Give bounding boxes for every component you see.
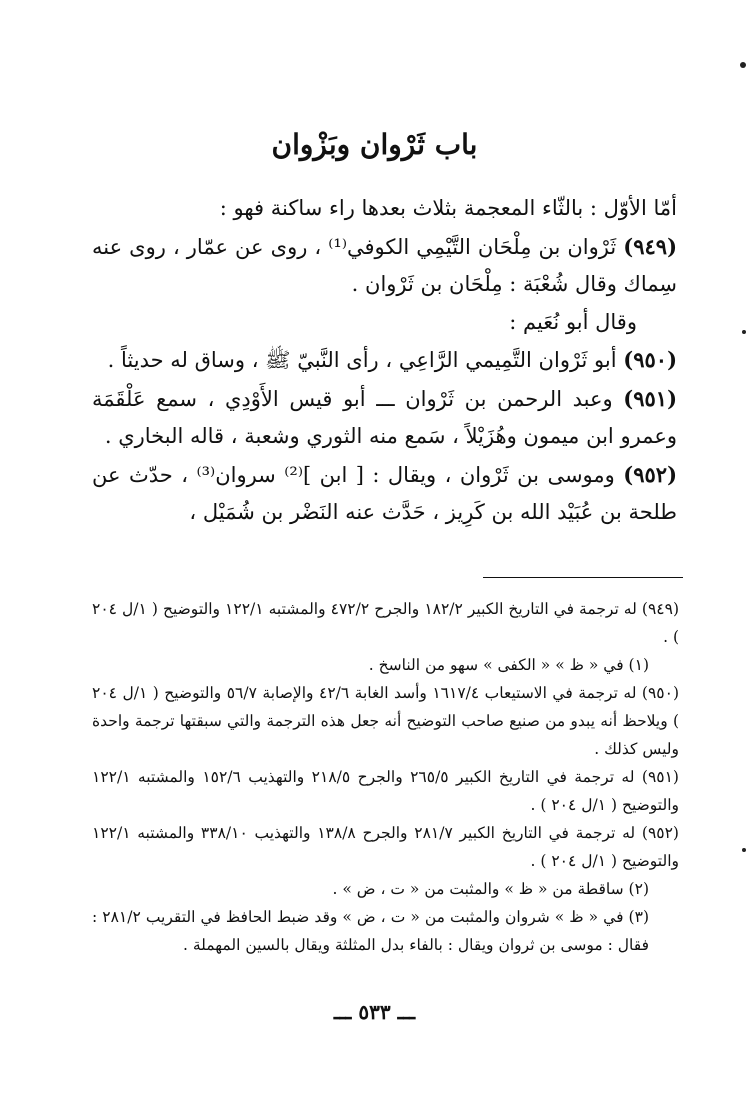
intro-paragraph: أمّا الأوّل : بالثّاء المعجمة بثلاث بعدها راء ساكنة فهو : bbox=[219, 196, 677, 220]
footnote-2 bbox=[92, 875, 679, 903]
footnote-text: له ترجمة في التاريخ الكبير ٢٦٥/٥ والجرح ٢١٨/٥ والتهذيب ١٥٢/٦ والمشتبه ١٢٢/١ والتوضيح ( ١/ل ٢٠٤ ) . bbox=[92, 768, 679, 814]
entry-text: ثَرْوان بن مِلْحَان التَّيْمِي الكوفي⁽¹⁾ ، روى عن عمّار ، روى عنه سِماك وقال شُعْبَة : مِلْحَان بن ثَرْوان . bbox=[92, 234, 677, 296]
entry-951 bbox=[92, 380, 677, 456]
entry-text: وموسى بن ثَرْوان ، ويقال : [ ابن ]⁽²⁾ سروان⁽³⁾ ، حدّث عن طلحة بن عُبَيْد الله بن كَرِيز ، حَدَّث عنه النَضْر بن شُمَيْل ، bbox=[92, 462, 677, 524]
footnotes bbox=[92, 595, 679, 959]
footnote-number: (٩٥٠) bbox=[641, 684, 679, 702]
main-text bbox=[92, 190, 677, 532]
entry-950 bbox=[92, 341, 677, 380]
entry-text: وعبد الرحمن بن ثَرْوان ـــ أبو قيس الأَوْدِي ، سمع عَلْقَمَة وعمرو ابن ميمون وهُزَيْلاً ، سَمع منه الثوري وشعبة ، قاله البخاري . bbox=[92, 386, 677, 448]
entry-number: (٩٤٩) bbox=[623, 233, 677, 259]
footnote-text: له ترجمة في الاستيعاب ١٦١٧/٤ وأسد الغابة ٤٢/٦ والإصابة ٥٦/٧ والتوضيح ( ١/ل ٢٠٤ ) ويلاحظ أنه يبدو من صنيع صاحب التوضيح أنه جعل هذه الترجمة والتي سبقتها ترجمة واحدة وليس كذلك . bbox=[92, 684, 679, 758]
footnote-text: ساقطة من « ظ » والمثبت من « ت ، ض » . bbox=[332, 880, 624, 898]
footnote-number: (١) bbox=[628, 656, 649, 674]
footnote-ref-951 bbox=[92, 763, 679, 819]
entry-number: (٩٥٢) bbox=[623, 461, 677, 487]
footnote-text: له ترجمة في التاريخ الكبير ٢٨١/٧ والجرح ١٣٨/٨ والتهذيب ٣٣٨/١٠ والمشتبه ١٢٢/١ والتوضيح ( ١/ل ٢٠٤ ) . bbox=[92, 824, 679, 870]
footnote-text: في « ظ » شروان والمثبت من « ت ، ض » وقد ضبط الحافظ في التقريب ٢٨١/٢ : فقال : موسى بن ثروان ويقال : بالفاء بدل المثلثة ويقال بالسين المهملة . bbox=[92, 908, 649, 954]
scan-speck bbox=[742, 848, 746, 852]
footnote-number: (٢) bbox=[628, 880, 649, 898]
footnote-number: (٩٥٢) bbox=[641, 824, 679, 842]
footnote-text: له ترجمة في التاريخ الكبير ١٨٢/٢ والجرح ٤٧٢/٢ والمشتبه ١٢٢/١ والتوضيح ( ١/ل ٢٠٤ ) . bbox=[92, 600, 679, 646]
footnote-ref-949 bbox=[92, 595, 679, 651]
footnote-number: (٣) bbox=[628, 908, 649, 926]
entry-949 bbox=[92, 228, 677, 304]
entry-number: (٩٥٠) bbox=[623, 347, 677, 372]
footnote-divider bbox=[483, 577, 683, 578]
footnote-text: في « ظ » « الكفى » سهو من الناسخ . bbox=[368, 656, 624, 674]
footnote-number: (٩٥١) bbox=[641, 768, 679, 786]
footnote-3 bbox=[92, 903, 679, 959]
scan-speck bbox=[740, 62, 746, 68]
footnote-ref-950 bbox=[92, 679, 679, 763]
scan-speck bbox=[742, 330, 746, 334]
footnote-1 bbox=[92, 651, 679, 679]
chapter-title: باب ثَرْوان وبَزْوان bbox=[271, 128, 478, 161]
entry-text: أبو ثَرْوان التَّمِيمي الرَّاعِي ، رأى النَّبيّ ﷺ ، وساق له حديثاً . bbox=[107, 348, 617, 372]
footnote-ref-952 bbox=[92, 819, 679, 875]
page-number: ـــ ٥٣٣ ـــ bbox=[333, 1000, 416, 1024]
entry-number: (٩٥١) bbox=[623, 385, 677, 411]
entry-949-continuation: وقال أبو نُعَيم : bbox=[509, 309, 637, 334]
entry-952 bbox=[92, 456, 677, 532]
footnote-number: (٩٤٩) bbox=[641, 600, 679, 618]
